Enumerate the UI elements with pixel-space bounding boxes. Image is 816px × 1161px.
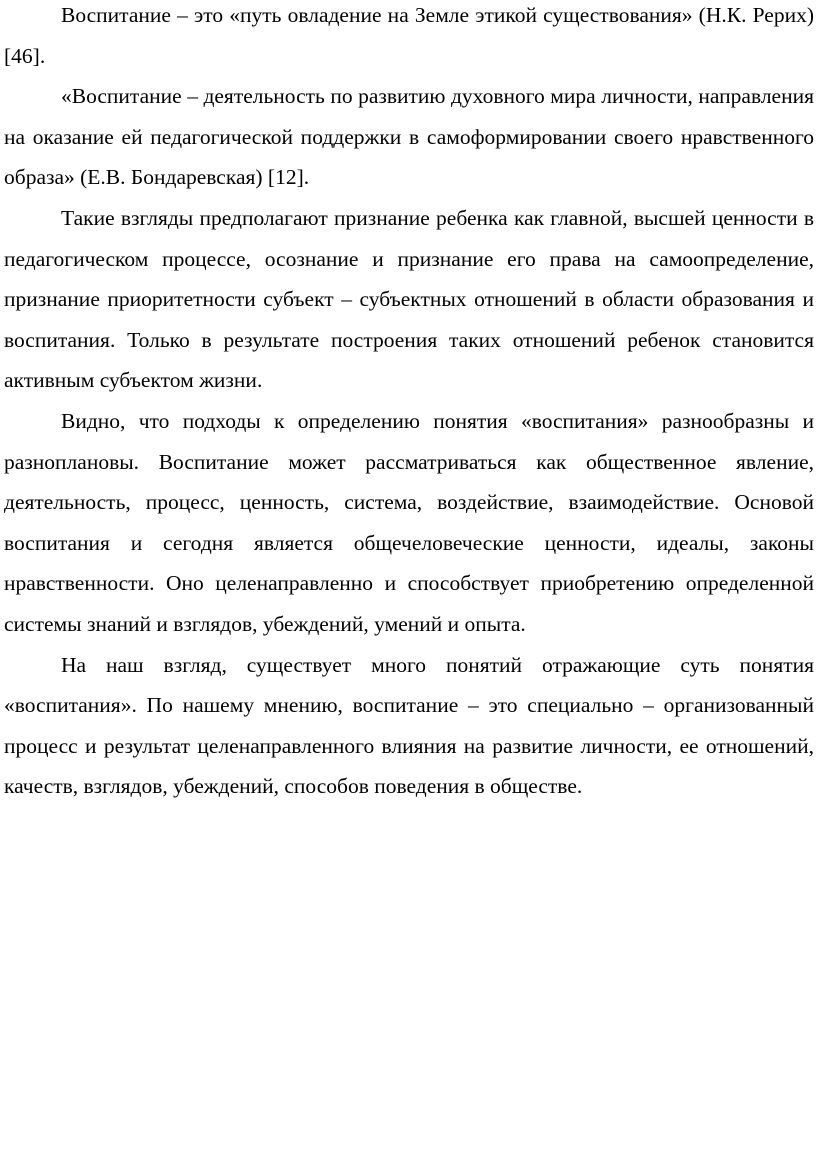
paragraph-child-value: Такие взгляды предполагают признание ребенка как главной, высшей ценности в педагогическом процессе, осознание и признание его права на самоопределение, признание приоритетности субъект – субъектных отношений в области образования и воспитания. Только в результате построения таких отношений ребенок становится активным субъектом жизни. <box>4 205 814 393</box>
paragraph-approaches: Видно, что подходы к определению понятия «воспитания» разнообразны и разноплановы. Воспитание может рассматриваться как общественное явление, деятельность, процесс, ценность, система, воздействие, взаимодействие. Основой воспитания и сегодня является общечеловеческие ценности, идеалы, законы нравственности. Оно целенаправленно и способствует приобретению определенной системы знаний и взглядов, убеждений, умений и опыта. <box>4 408 814 636</box>
paragraph-rerich-quote: Воспитание – это «путь овладение на Земле этикой существования» (Н.К. Рерих) [46]. <box>4 3 814 68</box>
document-body <box>4 0 814 807</box>
paragraph-conclusion: На наш взгляд, существует много понятий отражающие суть понятия «воспитания». По нашему мнению, воспитание – это специально – организованный процесс и результат целенаправленного влияния на развитие личности, ее отношений, качеств, взглядов, убеждений, способов поведения в обществе. <box>4 652 814 799</box>
paragraph-bondarevskaya-quote: «Воспитание – деятельность по развитию духовного мира личности, направления на оказание ей педагогической поддержки в самоформировании своего нравственного образа» (Е.В. Бондаревская) [12]. <box>4 84 814 190</box>
